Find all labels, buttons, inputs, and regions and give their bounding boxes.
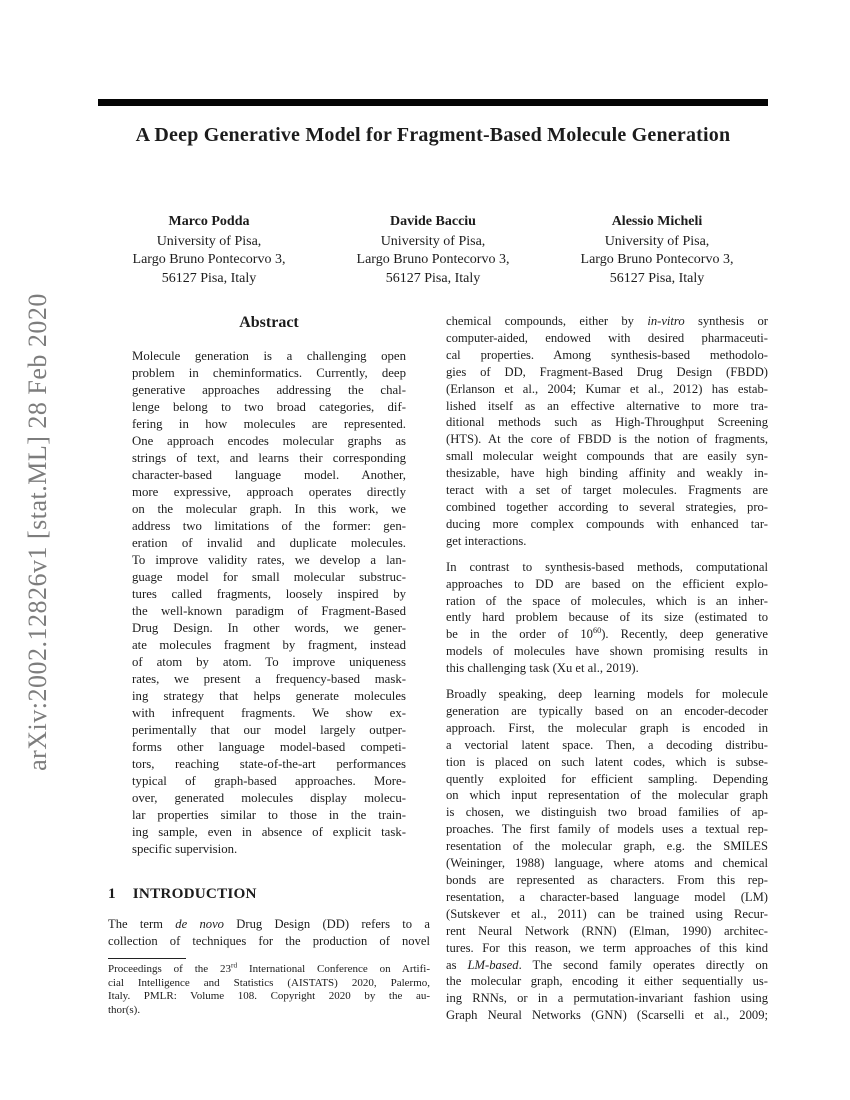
author-name: Marco Podda [168, 214, 250, 229]
author-affiliation-line: 56127 Pisa, Italy [609, 270, 705, 286]
text-line: Broadly speaking, deep learning models for molecule [446, 687, 768, 702]
text-line: over, generated molecules display molecu- [132, 791, 406, 805]
text-line: tures called fragments, loosely inspired by [132, 587, 406, 601]
text-line: perimentally that our model largely outper- [132, 723, 406, 737]
text-line: tures. For this reason, we term approaches of this kind [446, 940, 768, 955]
text-line: lenge belong to two broad categories, dif- [132, 400, 406, 414]
text-line: Italy. PMLR: Volume 108. Copyright 2020 by the au- [108, 990, 430, 1003]
text-line: (HTS). At the core of FBDD is the notion of fragments, [446, 432, 768, 447]
text-line: on the molecular graph. In this work, we [132, 502, 406, 516]
text-line: a vectorial latent space. Then, a decoding distribu- [446, 737, 768, 752]
text-line: more expressive, approach operates directly [132, 485, 406, 499]
text-line: ate molecules fragment by fragment, instead [132, 638, 406, 652]
text-line: strings of text, and learns their corresponding [132, 451, 406, 465]
intro-paragraph [108, 916, 430, 950]
text-line: rates, we present a frequency-based mask- [132, 672, 406, 686]
text-line: tors, reaching state-of-the-art performances [132, 757, 406, 771]
text-line: quently exploited for efficient sampling. Depending [446, 771, 768, 786]
text-line: ration of the space of molecules, which is an inher- [446, 593, 768, 608]
text-line: ing RNNs, or in a permutation-invariant fashion using [446, 991, 768, 1006]
text-line: is chosen, we distinguish two broad families of ap- [446, 805, 768, 820]
right-column [446, 313, 768, 1024]
text-line: on which input representation of the molecular graph [446, 788, 768, 803]
text-line: lar properties similar to those in the train- [132, 808, 406, 822]
abstract-heading: Abstract [239, 314, 299, 331]
text-line: generative approaches addressing the chal- [132, 383, 406, 397]
author-name: Davide Bacciu [390, 214, 476, 229]
authors-row [98, 213, 768, 288]
author-affiliation-line: University of Pisa, [156, 233, 262, 249]
text-line: character-based language model. Another, [132, 468, 406, 482]
author-affiliation-line: Largo Bruno Pontecorvo 3, [132, 252, 286, 267]
text-line: resentation of the molecular graph, e.g. the SMILES [446, 839, 768, 854]
text-line: tion is placed on such latent codes, which is subse- [446, 754, 768, 769]
text-line: resentation, a character-based language model (LM) [446, 889, 768, 904]
text-line: the molecular graph, encoding it either sequentially us- [446, 974, 768, 989]
text-line: Molecule generation is a challenging open [132, 349, 406, 363]
author-affiliation-line: 56127 Pisa, Italy [161, 270, 257, 286]
section-heading [108, 885, 430, 903]
author-block [322, 213, 544, 288]
text-line: proaches. The first family of models uses a textual rep- [446, 822, 768, 837]
text-line: of atom by atom. To improve uniqueness [132, 655, 406, 669]
text-line: fering in how molecules are represented. [132, 417, 406, 431]
text-line: To improve validity rates, we develop a lan- [132, 553, 406, 567]
text-line: ducing more complex compounds with enhanced tar- [446, 516, 768, 531]
section-title: INTRODUCTION [132, 885, 257, 902]
text-line: lished itself as an effective alternative to more tra- [446, 398, 768, 413]
text-line: address two limitations of the former: gen- [132, 519, 406, 533]
text-line: typical of graph-based approaches. More- [132, 774, 406, 788]
paper-title: A Deep Generative Model for Fragment-Based Molecule Generation [135, 124, 731, 146]
text-line: with infrequent fragments. We show ex- [132, 706, 406, 720]
text-line: be in the order of $10^{60}$). Recently, deep generative [446, 626, 769, 642]
author-affiliation-line: University of Pisa, [604, 233, 710, 249]
author-block [546, 213, 768, 288]
text-line: eration of invalid and duplicate molecules. [132, 536, 406, 550]
text-line: ing strategy that helps generate molecules [132, 689, 406, 703]
text-line: In contrast to synthesis-based methods, computational [446, 559, 768, 574]
text-line: (Sutskever et al., 2011) can be trained using Recur- [446, 906, 768, 921]
text-line: approach. First, the molecular graph is encoded in [446, 720, 768, 735]
text-line: this challenging task (Xu et al., 2019). [446, 661, 639, 676]
author-name: Alessio Micheli [611, 214, 703, 229]
text-line: thor(s). [108, 1003, 141, 1016]
text-line: ently hard problem because of its size (estimated to [446, 610, 768, 625]
text-line: The term de novo Drug Design (DD) refers to a [108, 917, 431, 931]
author-affiliation-line: 56127 Pisa, Italy [385, 270, 481, 286]
text-line: computer-aided, endowed with desired pharmaceuti- [446, 330, 768, 345]
text-line: bonds are represented as characters. From this rep- [446, 873, 768, 887]
text-line: thesizable, have high binding affinity and weakly in- [446, 466, 768, 481]
footnote [108, 963, 430, 1017]
text-line: Graph Neural Networks (GNN) (Scarselli et al., 2009; [446, 1008, 768, 1023]
text-line: Drug Design. In other words, we gener- [132, 621, 406, 635]
text-line: collection of techniques for the production of novel [108, 934, 430, 948]
text-line: chemical compounds, either by in-vitro synthesis or [446, 314, 769, 328]
text-line: problem in cheminformatics. Currently, deep [132, 366, 406, 380]
text-line: rent Neural Network (RNN) (Elman, 1990) architec- [446, 923, 768, 938]
text-line: (Weininger, 1988) language, where atoms and chemical [446, 856, 768, 871]
text-line: as LM-based. The second family operates directly on [446, 957, 768, 972]
author-affiliation-line: Largo Bruno Pontecorvo 3, [580, 252, 734, 267]
section-number: 1 [108, 885, 116, 902]
text-line: (Erlanson et al., 2004; Kumar et al., 2012) has estab- [446, 381, 768, 396]
text-line: gies of DD, Fragment-Based Drug Design (FBDD) [446, 364, 768, 379]
text-line: cial Intelligence and Statistics (AISTATS) 2020, Palermo, [108, 976, 430, 989]
author-affiliation-line: Largo Bruno Pontecorvo 3, [356, 252, 510, 267]
text-line: the well-known paradigm of Fragment-Based [132, 604, 406, 618]
text-line: combined together according to several strategies, pro- [446, 499, 768, 514]
body-paragraph [446, 313, 768, 550]
text-line: models of molecules have shown promising results in [446, 644, 768, 659]
text-line: ditional methods such as High-Throughput Screening [446, 415, 768, 430]
text-line: specific supervision. [132, 842, 238, 856]
text-line: approaches to DD are based on the efficient explo- [446, 576, 768, 591]
text-line: One approach encodes molecular graphs as [132, 434, 406, 448]
text-line: generation are typically based on an encoder-decoder [446, 703, 768, 718]
body-paragraph [446, 559, 768, 677]
text-line: Proceedings of the 23rd International Conference on Artifi- [108, 961, 430, 975]
footnote-rule [108, 958, 186, 959]
left-column [108, 313, 430, 1017]
text-line: teract with a set of target molecules. Fragments are [446, 483, 768, 498]
text-line: get interactions. [446, 533, 527, 548]
author-affiliation-line: University of Pisa, [380, 233, 486, 249]
text-line: forms other language model-based competi- [132, 740, 406, 754]
arxiv-watermark: arXiv:2002.12826v1 [stat.ML] 28 Feb 2020 [23, 293, 52, 771]
author-block [98, 213, 320, 288]
text-line: guage model for small molecular substruc- [132, 570, 406, 584]
title-rule [98, 99, 768, 106]
text-line: cal properties. Among synthesis-based methodolo- [446, 347, 768, 362]
abstract-body [132, 348, 406, 858]
text-line: ing sample, even in absence of explicit task- [132, 825, 406, 839]
text-line: small molecular weight compounds that are easily syn- [446, 449, 768, 464]
body-paragraph [446, 686, 768, 1024]
